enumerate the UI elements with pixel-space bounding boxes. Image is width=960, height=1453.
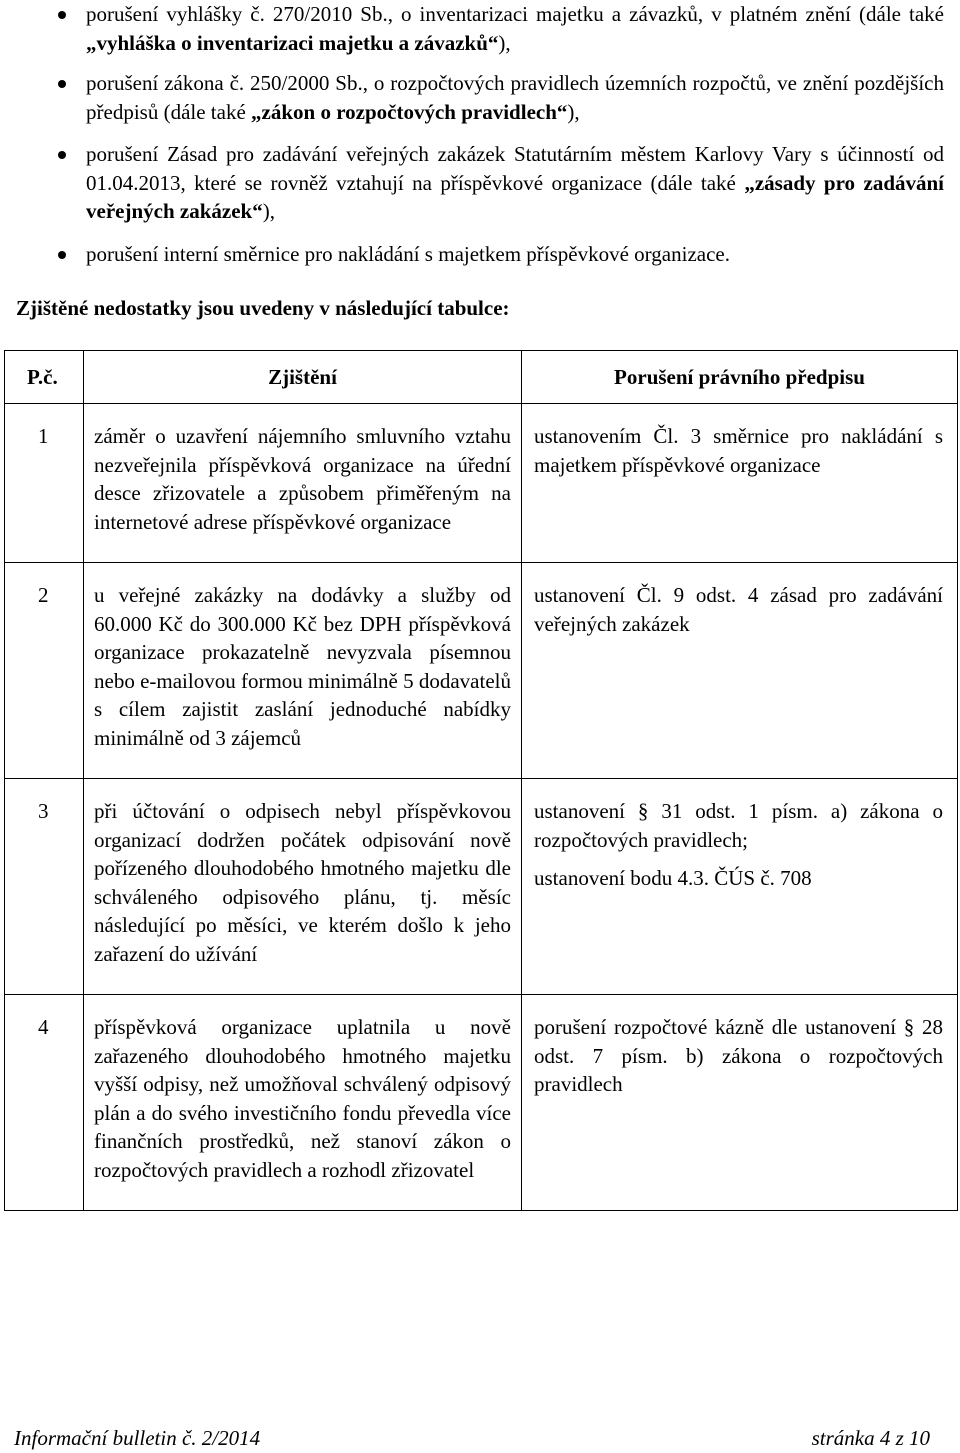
column-header-law: Porušení právního předpisu xyxy=(522,351,958,404)
table-row xyxy=(5,995,958,1211)
bullet-icon xyxy=(58,151,66,159)
law-reference: porušení rozpočtové kázně dle ustanovení § 28 odst. 7 písm. b) zákona o rozpočtových pravidlech xyxy=(534,1015,943,1096)
list-item: porušení vyhlášky č. 270/2010 Sb., o inventarizaci majetku a závazků, v platném znění (dále také „vyhláška o inventarizaci majetku a závazků“), xyxy=(86,0,944,57)
table-row xyxy=(5,404,958,563)
row-law xyxy=(522,563,958,779)
list-item: porušení Zásad pro zadávání veřejných zakázek Statutárním městem Karlovy Vary s účinností od 01.04.2013, které se rovněž vztahují na příspěvkové organizace (dále také „zásady pro zadávání veřejných zakázek“), xyxy=(86,140,944,226)
law-reference: ustanovením Čl. 3 směrnice pro nakládání s majetkem příspěvkové organizace xyxy=(534,424,943,477)
list-item: porušení zákona č. 250/2000 Sb., o rozpočtových pravidlech územních rozpočtů, ve znění pozdějších předpisů (dále také „zákon o rozpočtových pravidlech“), xyxy=(86,69,944,126)
row-number: 2 xyxy=(5,563,84,779)
law-reference: ustanovení bodu 4.3. ČÚS č. 708 xyxy=(534,866,812,890)
column-header-finding: Zjištění xyxy=(84,351,522,404)
law-reference: ustanovení Čl. 9 odst. 4 zásad pro zadávání veřejných zakázek xyxy=(534,583,943,636)
section-heading: Zjištěné nedostatky jsou uvedeny v následující tabulce: xyxy=(16,296,510,320)
table-header-row xyxy=(5,351,958,404)
footer-page-number: stránka 4 z 10 xyxy=(811,1426,930,1450)
row-finding: příspěvková organizace uplatnila u nově zařazeného dlouhodobého hmotného majetku vyšší odpisy, než umožňoval schválený odpisový plán a do svého investičního fondu převedla více finančních prostředků, než stanoví zákon o rozpočtových pravidlech a rozhodl zřizovatel xyxy=(84,995,522,1211)
row-number: 3 xyxy=(5,779,84,995)
bullet-icon xyxy=(58,11,66,19)
row-law xyxy=(522,779,958,995)
row-finding: záměr o uzavření nájemního smluvního vztahu nezveřejnila příspěvková organizace na úřední desce zřizovatele a způsobem přiměřeným na internetové adrese příspěvkové organizace xyxy=(84,404,522,563)
law-reference: ustanovení § 31 odst. 1 písm. a) zákona o rozpočtových pravidlech; xyxy=(534,799,943,852)
row-number: 1 xyxy=(5,404,84,563)
row-law xyxy=(522,404,958,563)
row-finding: u veřejné zakázky na dodávky a služby od 60.000 Kč do 300.000 Kč bez DPH příspěvková organizace prokazatelně nevyzvala písemnou nebo e-mailovou formou minimálně 5 dodavatelů s cílem zajistit zaslání jednoduché nabídky minimálně od 3 zájemců xyxy=(84,563,522,779)
table-row xyxy=(5,563,958,779)
list-item: porušení interní směrnice pro nakládání s majetkem příspěvkové organizace. xyxy=(86,240,944,269)
column-header-number: P.č. xyxy=(5,351,84,404)
page-footer xyxy=(14,1424,930,1453)
footer-bulletin: Informační bulletin č. 2/2014 xyxy=(14,1426,261,1450)
row-number: 4 xyxy=(5,995,84,1211)
row-finding: při účtování o odpisech nebyl příspěvkovou organizací dodržen počátek odpisování nově pořízeného dlouhodobého hmotného majetku dle schváleného odpisového plánu, tj. měsíc následující po měsíci, ve kterém došlo k jeho zařazení do užívání xyxy=(84,779,522,995)
findings-table xyxy=(4,350,958,1211)
row-law xyxy=(522,995,958,1211)
bullet-icon xyxy=(58,80,66,88)
bullet-icon xyxy=(58,251,66,259)
table-row xyxy=(5,779,958,995)
